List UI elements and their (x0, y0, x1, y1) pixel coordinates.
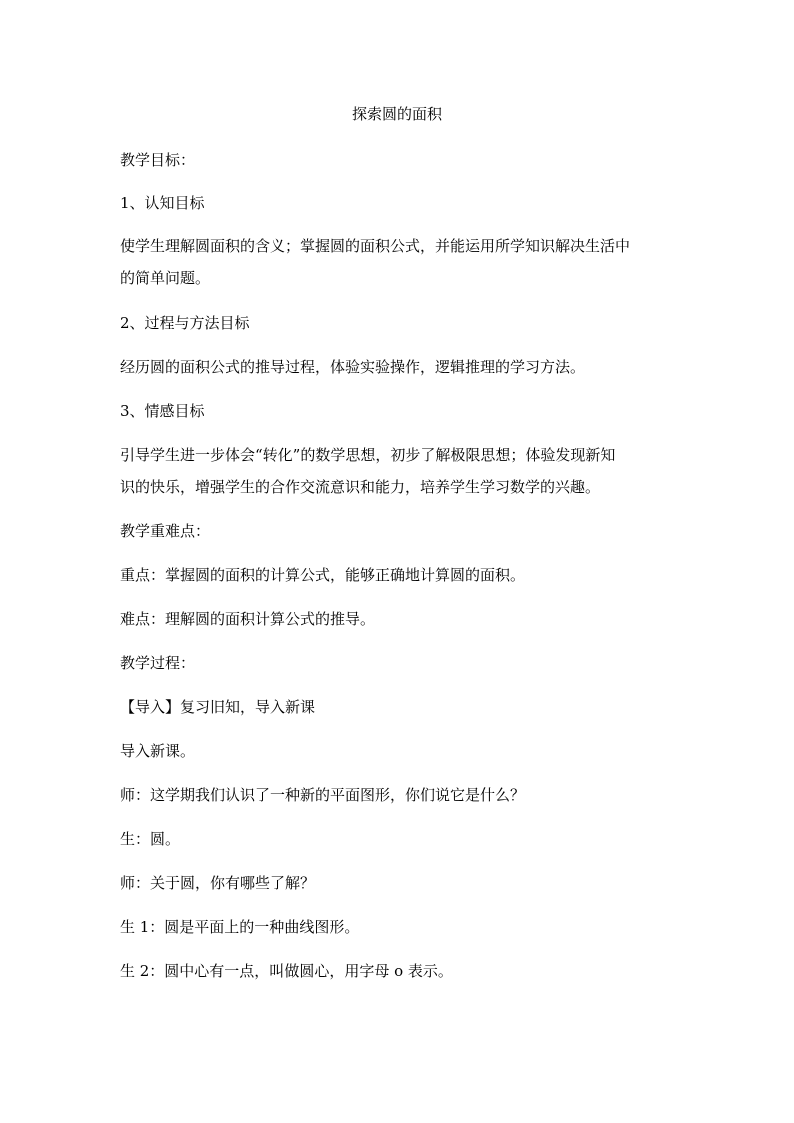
dialogue-student-b: 生 2：圆中心有一点，叫做圆心，用字母 o 表示。 (120, 962, 453, 980)
dialogue-teacher-1: 师：这学期我们认识了一种新的平面图形，你们说它是什么？ (120, 786, 526, 804)
paragraph-process: 经历圆的面积公式的推导过程，体验实验操作，逻辑推理的学习方法。 (120, 358, 586, 376)
section-heading-objectives: 教学目标： (120, 151, 196, 169)
dialogue-student-1: 生：圆。 (120, 830, 181, 848)
subheading-process: 2、过程与方法目标 (120, 314, 250, 332)
document-title: 探索圆的面积 (351, 105, 442, 123)
section-heading-keypoints: 教学重难点： (120, 522, 211, 540)
paragraph-emotion-line1: 引导学生进一步体会“转化”的数学思想，初步了解极限思想；体验发现新知 (120, 446, 616, 464)
paragraph-difficulty: 难点：理解圆的面积计算公式的推导。 (120, 610, 376, 628)
paragraph-cognitive-line1: 使学生理解圆面积的含义；掌握圆的面积公式，并能运用所学知识解决生活中 (120, 237, 631, 255)
section-heading-process: 教学过程： (120, 654, 196, 672)
subheading-cognitive: 1、认知目标 (120, 194, 205, 212)
paragraph-intro-heading: 【导入】复习旧知，导入新课 (120, 698, 316, 716)
paragraph-emotion-line2: 识的快乐，增强学生的合作交流意识和能力，培养学生学习数学的兴趣。 (120, 478, 601, 496)
dialogue-teacher-2: 师：关于圆，你有哪些了解？ (120, 874, 316, 892)
subheading-emotion: 3、情感目标 (120, 402, 205, 420)
paragraph-keypoint: 重点：掌握圆的面积的计算公式，能够正确地计算圆的面积。 (120, 566, 526, 584)
paragraph-cognitive-line2: 的简单问题。 (120, 269, 211, 287)
paragraph-intro: 导入新课。 (120, 742, 196, 760)
dialogue-student-a: 生 1：圆是平面上的一种曲线图形。 (120, 918, 360, 936)
